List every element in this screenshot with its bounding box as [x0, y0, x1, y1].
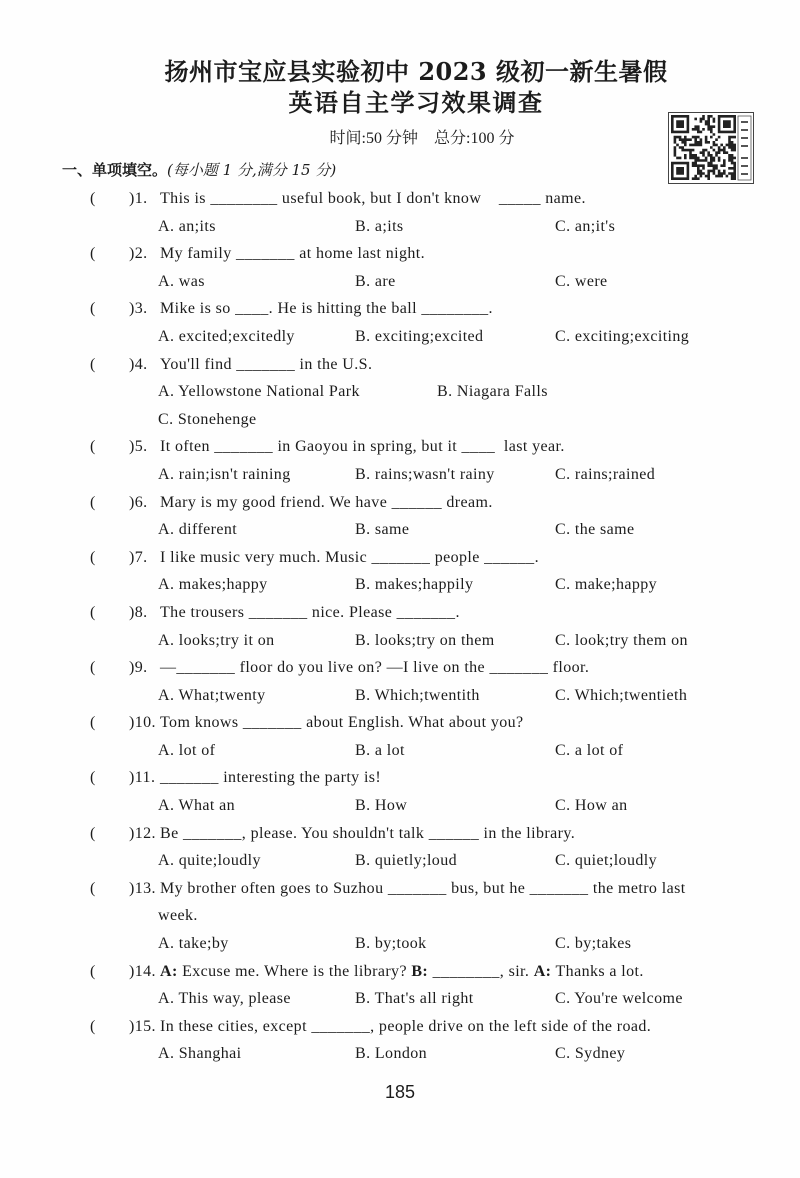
answer-bracket-close: ) [129, 962, 135, 980]
answer-bracket-close: ) [129, 603, 135, 621]
question-number-value: 5. [134, 438, 148, 456]
options-row [0, 213, 800, 241]
option-a: A. take;by [158, 935, 229, 953]
options-row [0, 847, 800, 875]
question-stem-line [0, 709, 800, 737]
question-6 [0, 489, 800, 544]
option-c: C. quiet;loudly [555, 852, 657, 870]
option-a: A. rain;isn't raining [158, 465, 291, 483]
answer-bracket-open: ( [90, 962, 96, 980]
speaker-a-label: A: [533, 962, 552, 980]
option-c: C. Which;twentieth [555, 686, 688, 704]
question-11 [0, 764, 800, 819]
answer-bracket-close: ) [129, 493, 135, 511]
question-number [129, 764, 155, 792]
question-number [129, 489, 148, 517]
option-a: A. excited;excitedly [158, 327, 295, 345]
question-text: Be _______, please. You shouldn't talk ______ in the library. [160, 824, 576, 842]
answer-bracket-close: ) [129, 245, 135, 263]
answer-bracket-close: ) [129, 355, 135, 373]
question-number [129, 1013, 156, 1041]
exam-time-and-score: 时间:50 分钟 总分:100 分 [329, 130, 515, 147]
question-number [129, 820, 156, 848]
question-number-value: 6. [134, 493, 148, 511]
question-number-value: 2. [134, 245, 148, 263]
question-stem-line [0, 875, 800, 903]
option-c: C. by;takes [555, 935, 632, 953]
section-title: 一、单项填空。 [62, 161, 168, 179]
question-1 [0, 185, 800, 240]
question-10 [0, 709, 800, 764]
speaker-a-label: A: [160, 962, 178, 980]
exam-title-line-1: 扬州市宝应县实验初中 2023 级初一新生暑假 [164, 57, 668, 86]
option-b: B. That's all right [355, 990, 474, 1008]
option-a: A. was [158, 272, 205, 290]
answer-bracket-close: ) [129, 879, 135, 897]
answer-bracket-open: ( [90, 714, 96, 732]
options-row [0, 268, 800, 296]
option-b: B. exciting;excited [355, 327, 484, 345]
options-row [0, 737, 800, 765]
option-c: C. look;try them on [555, 631, 688, 649]
question-text [160, 958, 644, 986]
question-text: This is ________ useful book, but I don't know _____ name. [160, 190, 586, 207]
question-text: —_______ floor do you live on? —I live on the _______ floor. [160, 659, 590, 677]
answer-bracket-open: ( [90, 438, 96, 456]
answer-bracket-close: ) [129, 300, 135, 318]
question-number-value: 12. [134, 824, 156, 842]
option-c: C. were [555, 272, 608, 290]
answer-bracket-open: ( [90, 493, 96, 511]
options-row [0, 682, 800, 710]
question-number-value: 15. [134, 1017, 156, 1035]
question-stem-line [0, 351, 800, 379]
question-number [129, 351, 148, 379]
question-text: The trousers _______ nice. Please _______. [160, 603, 460, 621]
answer-bracket-open: ( [90, 245, 96, 263]
question-stem-line [0, 654, 800, 682]
page-number: 185 [384, 1082, 416, 1102]
question-text-continued: week. [158, 907, 198, 925]
question-4 [0, 351, 800, 434]
answer-bracket-close: ) [129, 659, 135, 677]
option-b: B. are [355, 272, 396, 290]
question-number-value: 8. [134, 603, 148, 621]
option-b: B. Niagara Falls [437, 383, 548, 401]
option-c: C. Stonehenge [158, 410, 257, 428]
question-7 [0, 544, 800, 599]
option-c: C. You're welcome [555, 990, 683, 1008]
option-c: C. a lot of [555, 741, 624, 759]
option-a: A. makes;happy [158, 576, 268, 594]
options-row [0, 930, 800, 958]
question-text: I like music very much. Music _______ people ______. [160, 548, 539, 566]
question-12 [0, 820, 800, 875]
question-stem-line [0, 1013, 800, 1041]
option-b: B. looks;try on them [355, 631, 495, 649]
question-number-value: 7. [134, 548, 148, 566]
question-stem-line [0, 958, 800, 986]
question-text: Mary is my good friend. We have ______ dream. [160, 493, 493, 511]
question-text: My family _______ at home last night. [160, 245, 425, 263]
question-text: Tom knows _______ about English. What about you? [160, 714, 524, 732]
options-row [0, 323, 800, 351]
option-a: A. This way, please [158, 990, 291, 1008]
options-row [0, 406, 800, 434]
answer-bracket-close: ) [129, 190, 135, 207]
question-number [129, 544, 148, 572]
option-a: A. Shanghai [158, 1045, 242, 1063]
question-number-value: 9. [134, 659, 148, 677]
question-number [129, 433, 148, 461]
answer-bracket-open: ( [90, 548, 96, 566]
speaker-b-label: B: [411, 962, 429, 980]
question-number [129, 295, 148, 323]
option-b: B. makes;happily [355, 576, 474, 594]
option-c: C. exciting;exciting [555, 327, 690, 345]
options-row [0, 461, 800, 489]
question-number [129, 709, 156, 737]
option-b: B. by;took [355, 935, 427, 953]
option-c: C. How an [555, 797, 628, 815]
question-14 [0, 958, 800, 1013]
answer-bracket-open: ( [90, 769, 96, 787]
options-row [0, 1040, 800, 1068]
answer-bracket-close: ) [129, 438, 135, 456]
option-a: A. What;twenty [158, 686, 266, 704]
qr-code [668, 112, 754, 184]
answer-bracket-open: ( [90, 355, 96, 373]
question-number-value: 10. [134, 714, 156, 732]
question-2 [0, 240, 800, 295]
question-stem-continuation [0, 902, 800, 930]
answer-bracket-open: ( [90, 603, 96, 621]
question-number [129, 654, 148, 682]
option-c: C. Sydney [555, 1045, 626, 1063]
options-row [0, 378, 800, 406]
question-text: It often _______ in Gaoyou in spring, but it ____ last year. [160, 438, 565, 456]
question-list [0, 185, 800, 1068]
question-number-value: 11. [134, 769, 156, 787]
options-row [0, 792, 800, 820]
question-5 [0, 433, 800, 488]
question-9 [0, 654, 800, 709]
option-a: A. looks;try it on [158, 631, 275, 649]
question-number [129, 185, 148, 213]
options-row [0, 516, 800, 544]
option-a: A. an;its [158, 217, 216, 235]
option-b: B. Which;twentith [355, 686, 480, 704]
section-scoring-note: (每小题 1 分,满分 15 分) [167, 161, 337, 179]
option-a: A. What an [158, 797, 236, 815]
option-a: A. different [158, 521, 238, 539]
qr-caption-strip [738, 116, 751, 180]
question-text: In these cities, except _______, people drive on the left side of the road. [160, 1017, 652, 1035]
question-stem-line [0, 489, 800, 517]
option-c: C. rains;rained [555, 465, 656, 483]
question-stem-line [0, 240, 800, 268]
question-number [129, 240, 148, 268]
answer-bracket-open: ( [90, 300, 96, 318]
answer-bracket-close: ) [129, 714, 135, 732]
option-a: A. quite;loudly [158, 852, 261, 870]
options-row [0, 571, 800, 599]
answer-bracket-open: ( [90, 659, 96, 677]
answer-bracket-close: ) [129, 548, 135, 566]
options-row [0, 627, 800, 655]
option-a: A. Yellowstone National Park [158, 383, 360, 401]
option-c: C. the same [555, 521, 635, 539]
section-heading [62, 159, 336, 182]
question-stem-line [0, 433, 800, 461]
question-number-value: 3. [134, 300, 148, 318]
question-number-value: 13. [134, 879, 156, 897]
question-13 [0, 875, 800, 958]
option-b: B. a lot [355, 741, 405, 759]
dialogue-text: Excuse me. Where is the library? [177, 962, 412, 980]
answer-bracket-close: ) [129, 769, 135, 787]
question-number [129, 958, 156, 986]
option-b: B. rains;wasn't rainy [355, 465, 495, 483]
question-stem-line [0, 764, 800, 792]
question-8 [0, 599, 800, 654]
question-number [129, 599, 148, 627]
answer-bracket-open: ( [90, 879, 96, 897]
question-number-value: 1. [134, 190, 148, 207]
question-stem-line [0, 544, 800, 572]
question-text: My brother often goes to Suzhou _______ bus, but he _______ the metro last [160, 879, 686, 897]
question-stem-line [0, 295, 800, 323]
option-b: B. quietly;loud [355, 852, 457, 870]
question-number-value: 4. [134, 355, 148, 373]
question-text: You'll find _______ in the U.S. [160, 355, 373, 373]
question-stem-line [0, 599, 800, 627]
dialogue-text: ________, sir. [428, 962, 534, 980]
question-3 [0, 295, 800, 350]
option-b: B. London [355, 1045, 428, 1063]
question-number [129, 875, 156, 903]
question-text: Mike is so ____. He is hitting the ball ________. [160, 300, 493, 318]
answer-bracket-close: ) [129, 824, 135, 842]
question-stem-line [0, 820, 800, 848]
option-a: A. lot of [158, 741, 216, 759]
question-stem-line [0, 185, 800, 213]
option-c: C. make;happy [555, 576, 658, 594]
question-text: _______ interesting the party is! [160, 769, 382, 787]
question-number-value: 14. [134, 962, 156, 980]
dialogue-text: Thanks a lot. [551, 962, 644, 980]
answer-bracket-open: ( [90, 824, 96, 842]
options-row [0, 985, 800, 1013]
option-b: B. How [355, 797, 408, 815]
answer-bracket-open: ( [90, 1017, 96, 1035]
question-15 [0, 1013, 800, 1068]
answer-bracket-open: ( [90, 190, 96, 207]
option-b: B. same [355, 521, 410, 539]
answer-bracket-close: ) [129, 1017, 135, 1035]
option-b: B. a;its [355, 217, 404, 235]
exam-title-line-2: 英语自主学习效果调查 [288, 88, 544, 117]
option-c: C. an;it's [555, 217, 616, 235]
